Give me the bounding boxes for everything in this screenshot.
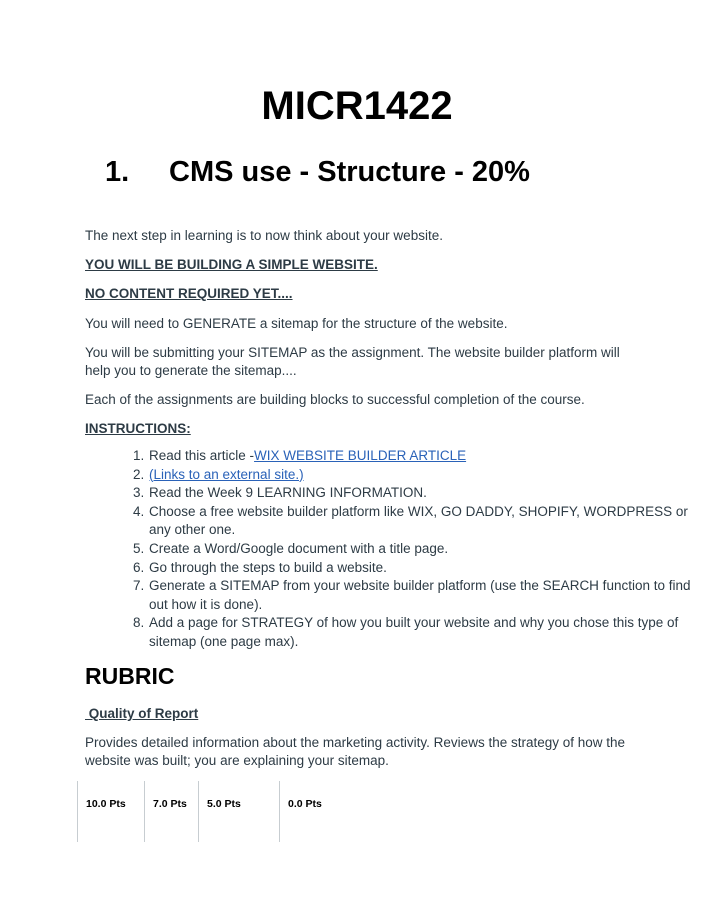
instructions-label xyxy=(85,420,645,438)
submit-sitemap-paragraph: You will be submitting your SITEMAP as the assignment. The website builder platform will help you to generate the sitemap.... xyxy=(85,345,620,378)
notice-build-website xyxy=(85,256,645,274)
external-site-link[interactable]: (Links to an external site.) xyxy=(149,466,304,482)
notice-no-content-text: NO CONTENT REQUIRED YET.... xyxy=(85,286,293,301)
quality-description: Provides detailed information about the marketing activity. Reviews the strategy of how the website was built; you are explaining your sitemap. xyxy=(85,735,626,768)
instructions-list xyxy=(85,447,708,652)
list-item-text: Read this article - xyxy=(149,448,255,463)
section-heading-text: CMS use - Structure - 20% xyxy=(169,156,530,188)
list-item: 5. Create a Word/Google document with a title page. xyxy=(148,540,708,559)
points-label: 10.0 Pts xyxy=(86,798,126,810)
points-cell xyxy=(198,781,279,842)
list-item xyxy=(148,466,708,485)
list-item: 7. Generate a SITEMAP from your website builder platform (use the SEARCH function to find out how it is done). xyxy=(148,577,708,614)
quality-label xyxy=(85,705,645,723)
points-label: 7.0 Pts xyxy=(153,798,187,810)
points-cell xyxy=(279,781,359,842)
notice-no-content xyxy=(85,285,645,303)
section-heading xyxy=(105,154,530,190)
section-number: 1. xyxy=(105,156,130,188)
list-item: 3. Read the Week 9 LEARNING INFORMATION. xyxy=(148,484,708,503)
points-cell xyxy=(77,781,144,842)
generate-sitemap-paragraph: You will need to GENERATE a sitemap for the structure of the website. xyxy=(85,316,508,331)
wix-article-link[interactable]: WIX WEBSITE BUILDER ARTICLE xyxy=(254,448,467,463)
document-title: MICR1422 xyxy=(261,84,453,128)
list-item: 4. Choose a free website builder platform like WIX, GO DADDY, SHOPIFY, WORDPRESS or any other one. xyxy=(148,503,708,540)
list-item: 6. Go through the steps to build a website. xyxy=(148,559,708,578)
quality-label-text: Quality of Report xyxy=(85,706,199,721)
building-blocks-paragraph: Each of the assignments are building blocks to successful completion of the course. xyxy=(85,392,585,407)
instructions-label-text: INSTRUCTIONS: xyxy=(85,421,191,436)
notice-build-website-text: YOU WILL BE BUILDING A SIMPLE WEBSITE. xyxy=(85,257,378,272)
points-label: 5.0 Pts xyxy=(207,798,241,810)
rubric-points-table xyxy=(77,781,359,842)
points-cell xyxy=(144,781,198,842)
rubric-heading: RUBRIC xyxy=(85,663,175,689)
points-label: 0.0 Pts xyxy=(288,798,322,810)
list-item: 8. Add a page for STRATEGY of how you built your website and why you chose this type of sitemap (one page max). xyxy=(148,614,708,651)
list-item xyxy=(148,447,708,466)
intro-paragraph: The next step in learning is to now think about your website. xyxy=(85,228,443,243)
